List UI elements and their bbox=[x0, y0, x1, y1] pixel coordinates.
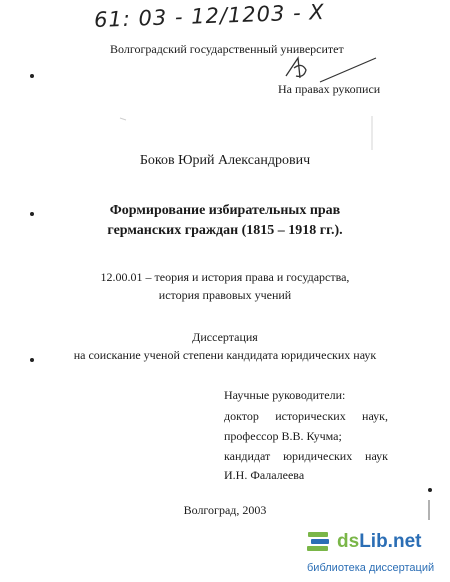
supervisor-1-degree-word-2: исторических bbox=[275, 409, 346, 423]
author-name: Боков Юрий Александрович bbox=[139, 153, 311, 168]
archive-stamp-handwritten: 61: 03 - 12/1203 - X bbox=[93, 0, 326, 33]
specialty-line-1: 12.00.01 – теория и история права и государства, bbox=[100, 270, 350, 284]
supervisor-2-name: И.Н. Фалалеева bbox=[224, 468, 305, 482]
supervisor-1-degree-word-3: наук, bbox=[362, 409, 388, 423]
supervisors-heading: Научные руководители: bbox=[224, 388, 346, 402]
degree-line-2: на соискание ученой степени кандидата юридических наук bbox=[73, 348, 377, 362]
supervisor-2-degree-word-2: юридических bbox=[283, 449, 353, 463]
supervisor-1-name: профессор В.В. Кучма; bbox=[224, 429, 342, 443]
degree-line-1: Диссертация bbox=[192, 330, 258, 344]
supervisor-2-degree-word-1: кандидат bbox=[224, 449, 271, 463]
supervisor-2-degree-word-3: наук bbox=[365, 449, 388, 463]
brand-part-lib: Lib.net bbox=[359, 531, 422, 552]
rights-note: На правах рукописи bbox=[278, 82, 381, 96]
title-line-2: германских граждан (1815 – 1918 гг.). bbox=[107, 223, 343, 238]
book-stack-icon bbox=[305, 528, 333, 556]
dslib-watermark-logo bbox=[305, 528, 450, 582]
specialty-line-2: история правовых учений bbox=[158, 288, 292, 302]
city-year: Волгоград, 2003 bbox=[183, 503, 267, 517]
university-name: Волгоградский государственный университет bbox=[110, 42, 344, 56]
brand-part-ds: ds bbox=[337, 531, 360, 552]
dslib-brand bbox=[337, 531, 421, 553]
title-line-1: Формирование избирательных прав bbox=[109, 203, 341, 218]
supervisor-1-degree-word-1: доктор bbox=[224, 409, 259, 423]
dslib-subtitle: библиотека диссертаций bbox=[307, 562, 435, 574]
